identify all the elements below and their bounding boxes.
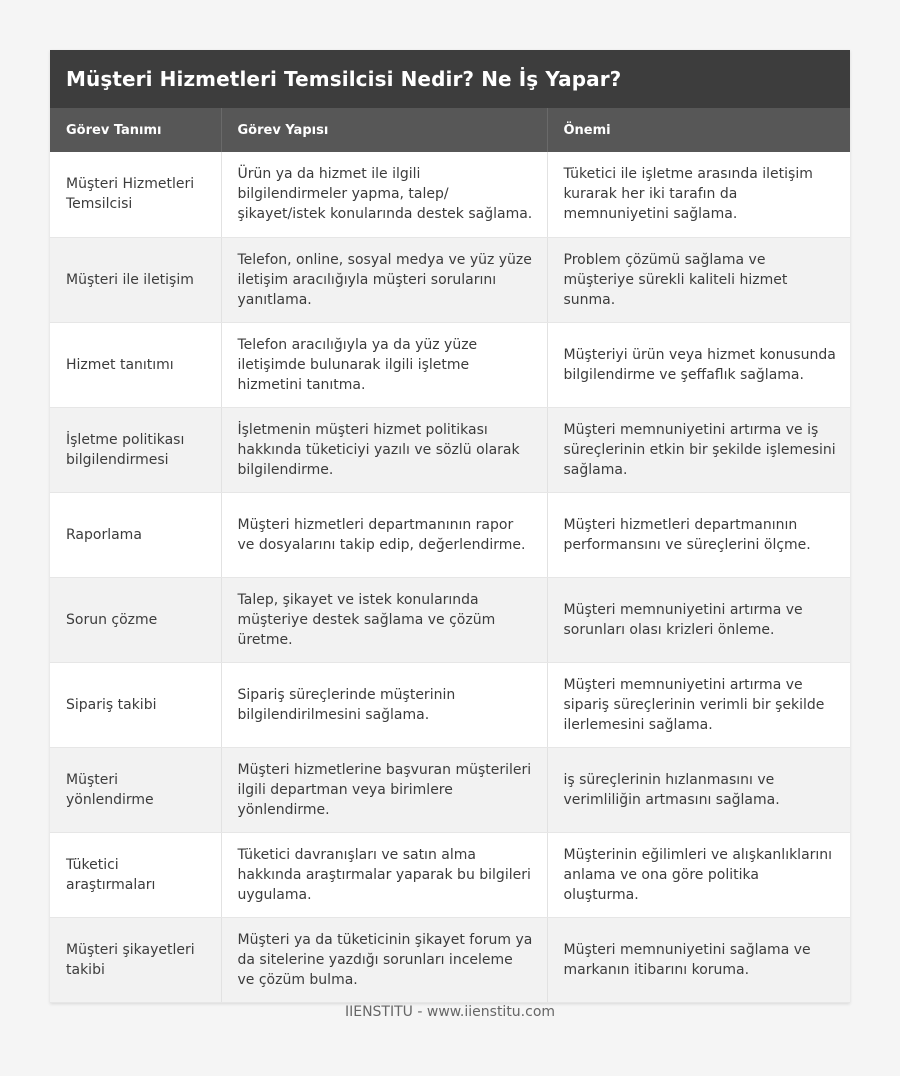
footer-credit: IIENSTITU - www.iienstitu.com (344, 1004, 556, 1020)
cell-gorev-tanimi: Raporlama (50, 492, 221, 577)
cell-gorev-tanimi: Müşteri ile iletişim (50, 237, 221, 322)
cell-gorev-tanimi: Hizmet tanıtımı (50, 322, 221, 407)
cell-gorev-yapisi: Müşteri hizmetleri departmanının rapor ve dosyalarını takip edip, değerlendirme. (221, 492, 547, 577)
cell-gorev-tanimi: Sorun çözme (50, 577, 221, 662)
cell-gorev-tanimi: Müşteri yönlendirme (50, 747, 221, 832)
table-header (50, 108, 850, 152)
table-row (50, 662, 850, 747)
cell-gorev-yapisi: Telefon aracılığıyla ya da yüz yüze iletişimde bulunarak ilgili işletme hizmetini tanıtma. (221, 322, 547, 407)
cell-gorev-yapisi: Talep, şikayet ve istek konularında müşteriye destek sağlama ve çözüm üretme. (221, 577, 547, 662)
cell-onemi: Müşteri memnuniyetini sağlama ve markanın itibarını koruma. (547, 917, 850, 1002)
table-row (50, 152, 850, 237)
cell-onemi: Müşteri memnuniyetini artırma ve sipariş süreçlerinin verimli bir şekilde ilerlemesini sağlama. (547, 662, 850, 747)
cell-gorev-tanimi: Tüketici araştırmaları (50, 832, 221, 917)
cell-onemi: iş süreçlerinin hızlanmasını ve verimliliğin artmasını sağlama. (547, 747, 850, 832)
table-row (50, 492, 850, 577)
page-title: Müşteri Hizmetleri Temsilcisi Nedir? Ne İş Yapar? (50, 50, 850, 108)
cell-onemi: Müşteri memnuniyetini artırma ve iş süreçlerinin etkin bir şekilde işlemesini sağlama. (547, 407, 850, 492)
cell-onemi: Problem çözümü sağlama ve müşteriye sürekli kaliteli hizmet sunma. (547, 237, 850, 322)
cell-gorev-yapisi: Müşteri ya da tüketicinin şikayet forum ya da sitelerine yazdığı sorunları inceleme ve çözüm bulma. (221, 917, 547, 1002)
cell-gorev-yapisi: İşletmenin müşteri hizmet politikası hakkında tüketiciyi yazılı ve sözlü olarak bilgilendirme. (221, 407, 547, 492)
cell-onemi: Tüketici ile işletme arasında iletişim kurarak her iki tarafın da memnuniyetini sağlama. (547, 152, 850, 237)
column-header-gorev-tanimi: Görev Tanımı (50, 108, 221, 152)
cell-gorev-yapisi: Telefon, online, sosyal medya ve yüz yüze iletişim aracılığıyla müşteri sorularını yanıtlama. (221, 237, 547, 322)
table-row (50, 322, 850, 407)
cell-gorev-yapisi: Sipariş süreçlerinde müşterinin bilgilendirilmesini sağlama. (221, 662, 547, 747)
cell-onemi: Müşteriyi ürün veya hizmet konusunda bilgilendirme ve şeffaflık sağlama. (547, 322, 850, 407)
table-row (50, 407, 850, 492)
cell-gorev-tanimi: Sipariş takibi (50, 662, 221, 747)
cell-onemi: Müşterinin eğilimleri ve alışkanlıklarını anlama ve ona göre politika oluşturma. (547, 832, 850, 917)
cell-gorev-yapisi: Tüketici davranışları ve satın alma hakkında araştırmalar yaparak bu bilgileri uygulama. (221, 832, 547, 917)
cell-onemi: Müşteri hizmetleri departmanının performansını ve süreçlerini ölçme. (547, 492, 850, 577)
cell-gorev-yapisi: Müşteri hizmetlerine başvuran müşterileri ilgili departman veya birimlere yönlendirme. (221, 747, 547, 832)
cell-gorev-tanimi: Müşteri şikayetleri takibi (50, 917, 221, 1002)
table-row (50, 917, 850, 1002)
table-row (50, 577, 850, 662)
cell-gorev-tanimi: İşletme politikası bilgilendirmesi (50, 407, 221, 492)
table-body (50, 152, 850, 1002)
cell-onemi: Müşteri memnuniyetini artırma ve sorunları olası krizleri önleme. (547, 577, 850, 662)
column-header-gorev-yapisi: Görev Yapısı (221, 108, 547, 152)
table-row (50, 747, 850, 832)
cell-gorev-yapisi: Ürün ya da hizmet ile ilgili bilgilendirmeler yapma, talep/ şikayet/istek konularında destek sağlama. (221, 152, 547, 237)
table-row (50, 237, 850, 322)
table-row (50, 832, 850, 917)
header-row (50, 108, 850, 152)
column-header-onemi: Önemi (563, 122, 611, 138)
cell-gorev-tanimi: Müşteri Hizmetleri Temsilcisi (50, 152, 221, 237)
info-table (50, 108, 850, 1003)
content-card (50, 50, 850, 1003)
